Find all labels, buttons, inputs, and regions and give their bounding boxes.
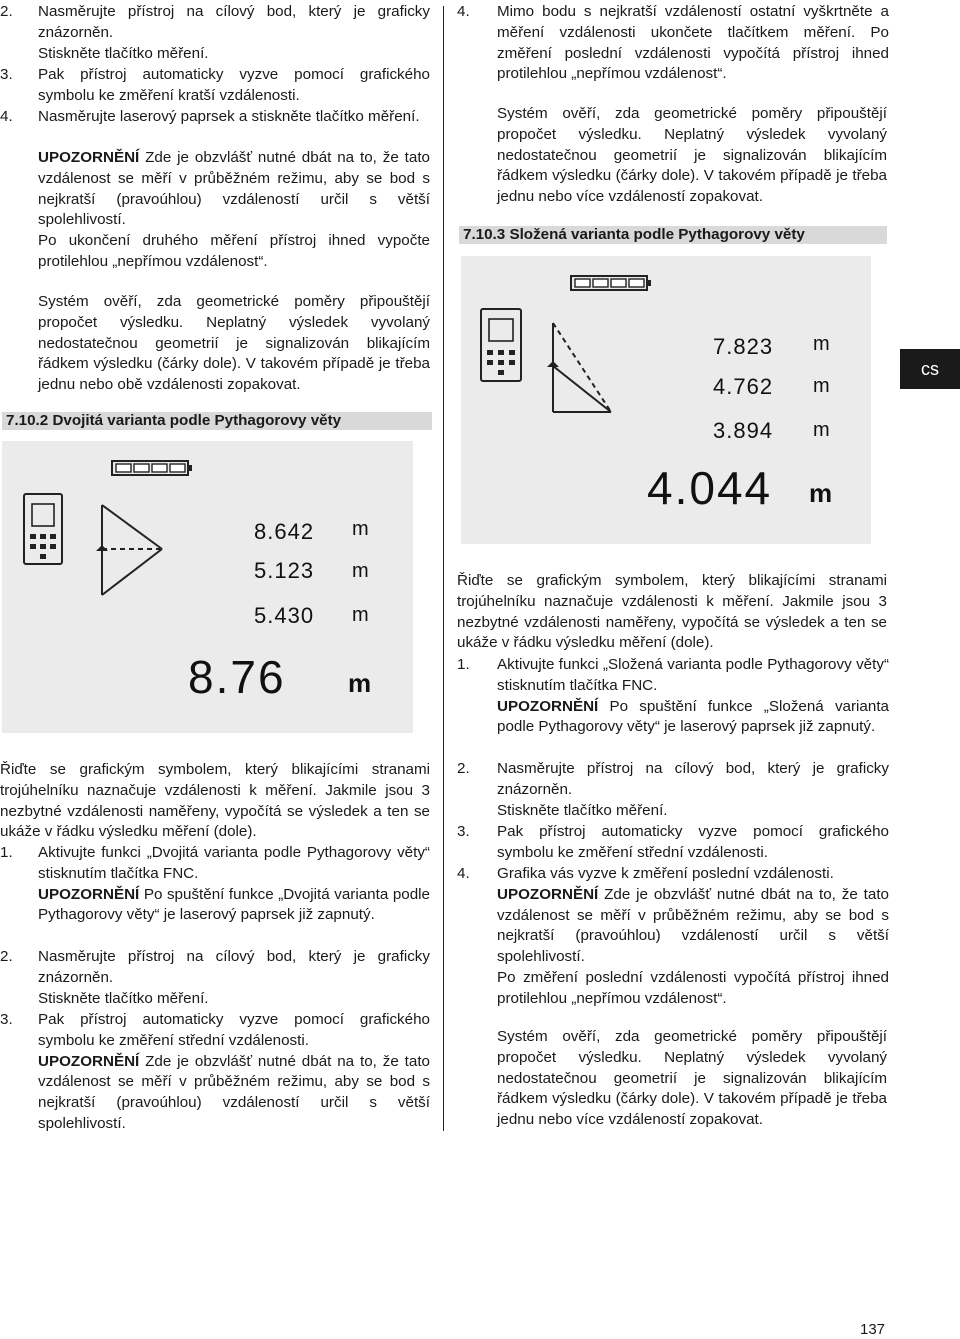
note-label: UPOZORNĚNÍ bbox=[497, 697, 599, 715]
intro-text: Řiďte se grafickým symbolem, který blikajícími stranami trojúhelníku naznačuje vzdálenosti k měření. Jakmile jsou 3 nezbytné vzdálenosti naměřeny, vypočítá se výsledek a ten se ukáže v řádku výsledku měření (dole). bbox=[0, 761, 430, 841]
display-figure bbox=[461, 256, 871, 544]
note-label: UPOZORNĚNÍ bbox=[497, 885, 599, 903]
item-number: 2. bbox=[0, 3, 13, 20]
item-number: 3. bbox=[457, 823, 470, 840]
reading-1-unit: m bbox=[813, 333, 830, 355]
item-text: Stiskněte tlačítko měření. bbox=[497, 801, 668, 819]
note-label: UPOZORNĚNÍ bbox=[38, 1052, 140, 1070]
triangle-icon bbox=[547, 323, 611, 412]
item-number: 2. bbox=[457, 760, 470, 777]
battery-icon bbox=[571, 276, 651, 290]
reading-2-unit: m bbox=[813, 375, 830, 397]
reading-2: 4.762 bbox=[713, 374, 774, 399]
item-text: Pak přístroj automaticky vyzve pomocí grafického symbolu ke změření střední vzdálenosti. bbox=[38, 1011, 430, 1049]
section-heading: 7.10.2 Dvojitá varianta podle Pythagorovy věty bbox=[2, 412, 432, 430]
item-text: Mimo bodu s nejkratší vzdáleností ostatní vyškrtněte a měření vzdálenosti ukončete tlačítkem měření. Po změření poslední vzdálenosti vypočítá přístroj ihned protilehlou „nepřímou vzdálenost“. bbox=[497, 3, 889, 83]
reading-2: 5.123 bbox=[254, 558, 315, 583]
reading-1-unit: m bbox=[352, 518, 369, 540]
item-text: Stiskněte tlačítko měření. bbox=[38, 44, 209, 62]
note-label: UPOZORNĚNÍ bbox=[38, 149, 140, 166]
item-text: Grafika vás vyzve k změření poslední vzdálenosti. bbox=[497, 865, 834, 882]
item-text: Nasměrujte přístroj na cílový bod, který je graficky znázorněn. bbox=[38, 3, 430, 41]
reading-2-unit: m bbox=[352, 560, 369, 582]
reading-3: 5.430 bbox=[254, 603, 315, 628]
item-text: Aktivujte funkci „Dvojitá varianta podle Pythagorovy věty“ stisknutím tlačítka FNC. bbox=[38, 844, 430, 882]
result-unit: m bbox=[348, 668, 372, 698]
item-text: Nasměrujte laserový paprsek a stiskněte tlačítko měření. bbox=[38, 108, 420, 125]
note-text: Zde je obzvlášť nutné dbát na to, že tato vzdálenost se měří v průběžném režimu, aby se bod s nejkratší (pravoúhlou) vzdáleností určil s větší spolehlivostí. bbox=[38, 1052, 430, 1132]
after-note-text: Po ukončení druhého měření přístroj ihned vypočte protilehlou „nepřímou vzdálenost“. bbox=[38, 232, 430, 270]
item-number: 4. bbox=[457, 865, 470, 882]
device-icon bbox=[481, 309, 521, 381]
note-text: Po spuštění funkce „Složená varianta podle Pythagorovy věty“ je laserový paprsek již zapnutý. bbox=[497, 697, 889, 736]
note-label: UPOZORNĚNÍ bbox=[38, 885, 140, 903]
page-number: 137 bbox=[860, 1321, 886, 1338]
result-value: 8.76 bbox=[188, 651, 286, 703]
reading-1: 8.642 bbox=[254, 519, 315, 544]
warning-note bbox=[38, 148, 430, 231]
reading-3: 3.894 bbox=[713, 418, 774, 443]
reading-3-unit: m bbox=[352, 604, 369, 626]
column-divider bbox=[443, 6, 444, 1131]
note-text: Zde je obzvlášť nutné dbát na to, že tato vzdálenost se měří v průběžném režimu, aby se bod s nejkratší (pravoúhlou) vzdáleností určil s větší spolehlivostí. bbox=[38, 149, 430, 229]
language-tab: cs bbox=[900, 349, 960, 389]
note-text: Zde je obzvlášť nutné dbát na to, že tato vzdálenost se měří v průběžném režimu, aby se bod s nejkratší (pravoúhlou) vzdáleností určil s větší spolehlivostí. bbox=[497, 885, 889, 966]
display-figure bbox=[2, 441, 413, 733]
intro-text: Řiďte se grafickým symbolem, který blikajícími stranami trojúhelníku naznačuje vzdálenosti k měření. Jakmile jsou 3 nezbytné vzdálenosti naměřeny, vypočítá se výsledek a ten se ukáže v řádku výsledku měření (dole). bbox=[457, 572, 887, 652]
battery-icon bbox=[112, 461, 192, 475]
item-number: 3. bbox=[0, 66, 13, 83]
item-number: 4. bbox=[0, 108, 13, 125]
geometry-check-text: Systém ověří, zda geometrické poměry připouštějí propočet výsledku. Neplatný výsledek vyvolaný nedostatečnou geometrií je signalizován blikajícím řádkem výsledku (čárky dole). V takovém případě je třeba jednu nebo více vzdáleností zopakovat. bbox=[497, 1028, 887, 1129]
item-number: 2. bbox=[0, 948, 13, 965]
item-number: 4. bbox=[457, 3, 470, 20]
triangle-icon bbox=[96, 505, 162, 595]
item-text: Pak přístroj automaticky vyzve pomocí grafického symbolu ke změření kratší vzdálenosti. bbox=[38, 66, 430, 104]
item-text: Nasměrujte přístroj na cílový bod, který je graficky znázorněn. bbox=[497, 760, 889, 798]
geometry-check-text: Systém ověří, zda geometrické poměry připouštějí propočet výsledku. Neplatný výsledek vyvolaný nedostatečnou geometrií je signalizován blikajícím řádkem výsledku (čárky dole). V takovém případě je třeba jednu nebo obě vzdálenosti zopakovat. bbox=[38, 293, 430, 394]
note-text: Po spuštění funkce „Dvojitá varianta podle Pythagorovy věty“ je laserový paprsek již zapnutý. bbox=[38, 885, 430, 924]
result-unit: m bbox=[809, 478, 833, 508]
item-number: 3. bbox=[0, 1011, 13, 1028]
geometry-check-text: Systém ověří, zda geometrické poměry připouštějí propočet výsledku. Neplatný výsledek vyvolaný nedostatečnou geometrií je signalizován blikajícím řádkem výsledku (čárky dole). V takovém případě je třeba jednu nebo více vzdáleností zopakovat. bbox=[497, 105, 887, 206]
result-value: 4.044 bbox=[647, 462, 773, 514]
reading-1: 7.823 bbox=[713, 334, 774, 359]
item-number: 1. bbox=[0, 844, 13, 861]
section-heading: 7.10.3 Složená varianta podle Pythagorovy věty bbox=[459, 226, 887, 244]
reading-3-unit: m bbox=[813, 419, 830, 441]
item-text: Stiskněte tlačítko měření. bbox=[38, 989, 209, 1007]
item-text: Aktivujte funkci „Složená varianta podle Pythagorovy věty“ stisknutím tlačítka FNC. bbox=[497, 656, 889, 694]
item-number: 1. bbox=[457, 656, 470, 673]
after-note-text: Po změření poslední vzdálenosti vypočítá přístroj ihned protilehlou „nepřímou vzdálenost“. bbox=[497, 968, 889, 1007]
item-text: Nasměrujte přístroj na cílový bod, který je graficky znázorněn. bbox=[38, 948, 430, 986]
item-text: Pak přístroj automaticky vyzve pomocí grafického symbolu ke změření střední vzdálenosti. bbox=[497, 823, 889, 861]
device-icon bbox=[24, 494, 62, 564]
